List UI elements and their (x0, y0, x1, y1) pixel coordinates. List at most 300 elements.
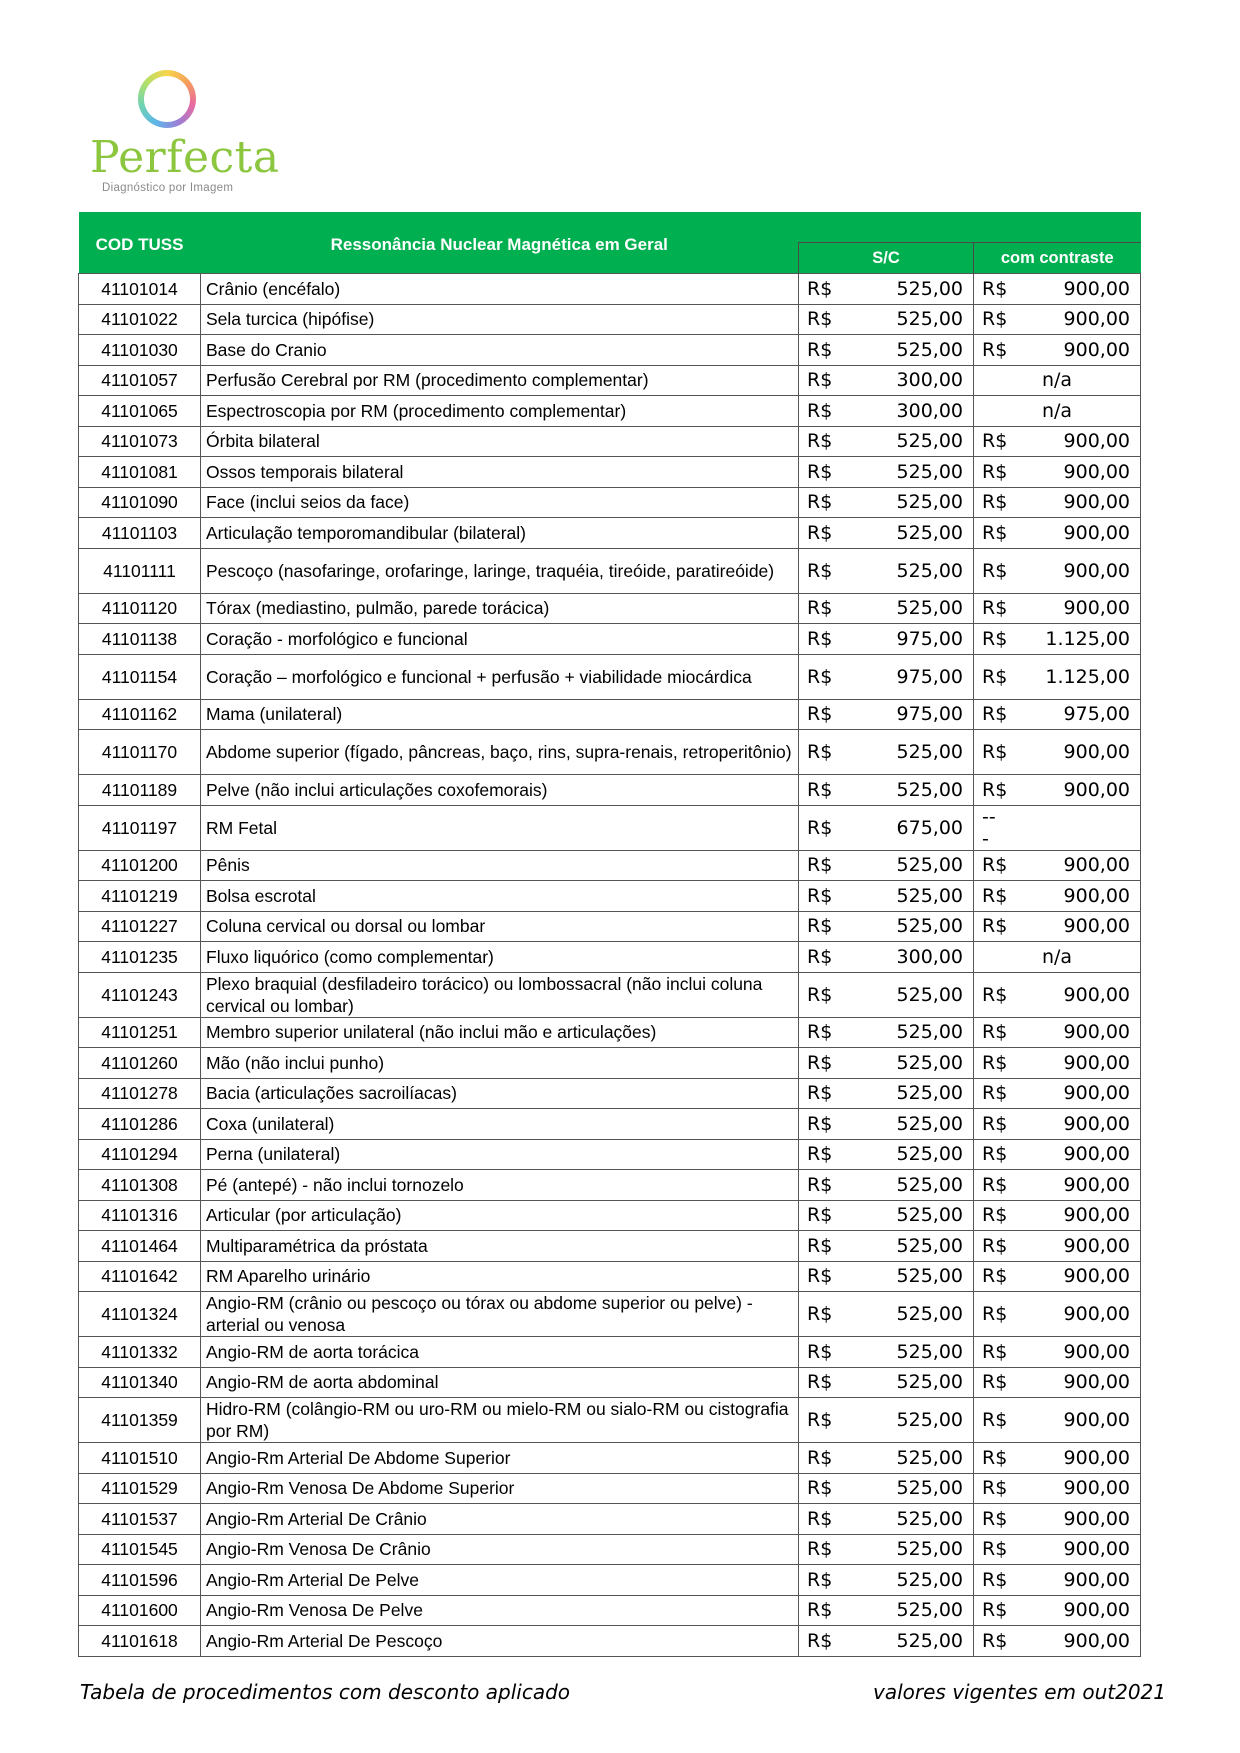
cell-code: 41101332 (79, 1337, 201, 1368)
table-row (79, 805, 1141, 850)
cell-sc-currency: R$ (799, 624, 829, 655)
cell-code: 41101278 (79, 1078, 201, 1109)
table-row (79, 426, 1141, 457)
cell-description: Articular (por articulação) (201, 1200, 799, 1231)
cell-sc-currency: R$ (799, 775, 829, 806)
cell-contrast-currency: R$ (974, 1048, 1004, 1079)
cell-contrast-value: 900,00 (1004, 1078, 1141, 1109)
cell-sc-value: 525,00 (829, 518, 974, 549)
cell-sc-value: 300,00 (829, 942, 974, 973)
table-row (79, 624, 1141, 655)
cell-sc-value: 525,00 (829, 730, 974, 775)
table-row (79, 457, 1141, 488)
cell-sc-value: 525,00 (829, 850, 974, 881)
table-row (79, 1595, 1141, 1626)
cell-contrast-value: 900,00 (1004, 1231, 1141, 1262)
cell-sc-currency: R$ (799, 396, 829, 427)
cell-sc-currency: R$ (799, 1170, 829, 1201)
cell-contrast-value: 900,00 (1004, 775, 1141, 806)
cell-sc-currency: R$ (799, 1231, 829, 1262)
cell-sc-currency: R$ (799, 1565, 829, 1596)
cell-contrast-currency: R$ (974, 730, 1004, 775)
cell-contrast-value: 900,00 (1004, 1200, 1141, 1231)
cell-contrast-value: 900,00 (1004, 1626, 1141, 1657)
table-row (79, 274, 1141, 305)
table-row (79, 1048, 1141, 1079)
cell-sc-value: 525,00 (829, 1473, 974, 1504)
cell-description: Angio-Rm Arterial De Pelve (201, 1565, 799, 1596)
cell-description: Coxa (unilateral) (201, 1109, 799, 1140)
cell-contrast-value: 900,00 (1004, 1595, 1141, 1626)
cell-description: Abdome superior (fígado, pâncreas, baço, rins, supra-renais, retroperitônio) (201, 730, 799, 775)
cell-sc-currency: R$ (799, 457, 829, 488)
cell-code: 41101545 (79, 1534, 201, 1565)
cell-contrast-currency: R$ (974, 1337, 1004, 1368)
table-row (79, 593, 1141, 624)
cell-sc-currency: R$ (799, 1595, 829, 1626)
cell-description: Plexo braquial (desfiladeiro torácico) ou lombossacral (não inclui coluna cervical ou lombar) (201, 972, 799, 1017)
cell-description: Espectroscopia por RM (procedimento complementar) (201, 396, 799, 427)
cell-contrast-value: 900,00 (1004, 487, 1141, 518)
logo-name: Perfecta (90, 132, 280, 183)
cell-sc-value: 525,00 (829, 1504, 974, 1535)
cell-contrast-currency: R$ (974, 1139, 1004, 1170)
cell-sc-value: 525,00 (829, 304, 974, 335)
cell-code: 41101286 (79, 1109, 201, 1140)
cell-contrast-value: 900,00 (1004, 457, 1141, 488)
cell-code: 41101120 (79, 593, 201, 624)
table-row (79, 1473, 1141, 1504)
cell-contrast-currency: R$ (974, 1231, 1004, 1262)
header-spacer (799, 212, 1141, 243)
cell-contrast-value: 900,00 (1004, 1504, 1141, 1535)
cell-code: 41101162 (79, 699, 201, 730)
cell-code: 41101340 (79, 1367, 201, 1398)
table-row (79, 911, 1141, 942)
cell-code: 41101219 (79, 881, 201, 912)
cell-contrast-currency: R$ (974, 1595, 1004, 1626)
cell-contrast-value: 900,00 (1004, 518, 1141, 549)
cell-sc-value: 525,00 (829, 1534, 974, 1565)
cell-contrast-value: 900,00 (1004, 1292, 1141, 1337)
price-table (78, 212, 1141, 1657)
cell-contrast-value: 900,00 (1004, 972, 1141, 1017)
cell-description: Angio-Rm Arterial De Crânio (201, 1504, 799, 1535)
table-row (79, 1078, 1141, 1109)
table-row (79, 365, 1141, 396)
cell-contrast-currency: R$ (974, 426, 1004, 457)
table-row (79, 396, 1141, 427)
cell-code: 41101200 (79, 850, 201, 881)
cell-code: 41101057 (79, 365, 201, 396)
cell-sc-currency: R$ (799, 1200, 829, 1231)
cell-contrast-currency: R$ (974, 911, 1004, 942)
cell-contrast-currency: R$ (974, 1367, 1004, 1398)
cell-sc-currency: R$ (799, 1443, 829, 1474)
cell-contrast-value: 900,00 (1004, 1473, 1141, 1504)
cell-code: 41101359 (79, 1398, 201, 1443)
cell-sc-currency: R$ (799, 365, 829, 396)
cell-contrast-currency: R$ (974, 304, 1004, 335)
cell-description: Crânio (encéfalo) (201, 274, 799, 305)
header-cod-tuss: COD TUSS (79, 212, 201, 274)
cell-sc-currency: R$ (799, 1398, 829, 1443)
cell-contrast-currency: R$ (974, 1565, 1004, 1596)
cell-sc-value: 675,00 (829, 805, 974, 850)
footer-note: Tabela de procedimentos com desconto aplicado (80, 1680, 571, 1704)
cell-sc-currency: R$ (799, 1109, 829, 1140)
cell-description: Pescoço (nasofaringe, orofaringe, laringe, traquéia, tireóide, paratireóide) (201, 548, 799, 593)
cell-contrast-currency: R$ (974, 881, 1004, 912)
cell-description: Bacia (articulações sacroilíacas) (201, 1078, 799, 1109)
cell-code: 41101243 (79, 972, 201, 1017)
cell-sc-value: 525,00 (829, 1017, 974, 1048)
cell-sc-currency: R$ (799, 881, 829, 912)
cell-code: 41101308 (79, 1170, 201, 1201)
cell-code: 41101138 (79, 624, 201, 655)
cell-contrast-currency: R$ (974, 1261, 1004, 1292)
cell-sc-value: 975,00 (829, 699, 974, 730)
cell-description: Pelve (não inclui articulações coxofemorais) (201, 775, 799, 806)
table-row (79, 1139, 1141, 1170)
cell-sc-currency: R$ (799, 1139, 829, 1170)
cell-contrast-value: 1.125,00 (1004, 654, 1141, 699)
cell-sc-currency: R$ (799, 1534, 829, 1565)
cell-sc-currency: R$ (799, 335, 829, 366)
table-row (79, 304, 1141, 335)
cell-contrast-currency: R$ (974, 1292, 1004, 1337)
table-row (79, 699, 1141, 730)
cell-sc-currency: R$ (799, 911, 829, 942)
cell-sc-value: 525,00 (829, 1367, 974, 1398)
cell-description: Angio-Rm Venosa De Crânio (201, 1534, 799, 1565)
cell-sc-currency: R$ (799, 274, 829, 305)
cell-sc-value: 525,00 (829, 911, 974, 942)
cell-code: 41101618 (79, 1626, 201, 1657)
cell-contrast-value: 900,00 (1004, 850, 1141, 881)
cell-description: RM Aparelho urinário (201, 1261, 799, 1292)
cell-description: Perfusão Cerebral por RM (procedimento complementar) (201, 365, 799, 396)
table-row (79, 654, 1141, 699)
cell-contrast-value (1004, 805, 1141, 850)
cell-description: Angio-Rm Venosa De Pelve (201, 1595, 799, 1626)
cell-code: 41101170 (79, 730, 201, 775)
cell-contrast-currency: R$ (974, 775, 1004, 806)
cell-contrast-value: 900,00 (1004, 1017, 1141, 1048)
perfecta-logo (90, 70, 280, 200)
cell-code: 41101014 (79, 274, 201, 305)
cell-sc-value: 525,00 (829, 593, 974, 624)
cell-code: 41101189 (79, 775, 201, 806)
cell-sc-currency: R$ (799, 1473, 829, 1504)
cell-sc-currency: R$ (799, 730, 829, 775)
cell-description: Hidro-RM (colângio-RM ou uro-RM ou mielo-RM ou sialo-RM ou cistografia por RM) (201, 1398, 799, 1443)
cell-description: Angio-Rm Arterial De Abdome Superior (201, 1443, 799, 1474)
cell-description: Multiparamétrica da próstata (201, 1231, 799, 1262)
cell-code: 41101464 (79, 1231, 201, 1262)
cell-sc-value: 525,00 (829, 1048, 974, 1079)
cell-description: Face (inclui seios da face) (201, 487, 799, 518)
cell-sc-currency: R$ (799, 972, 829, 1017)
cell-code: 41101537 (79, 1504, 201, 1535)
cell-contrast-currency: R$ (974, 548, 1004, 593)
cell-code: 41101073 (79, 426, 201, 457)
cell-code: 41101600 (79, 1595, 201, 1626)
cell-sc-currency: R$ (799, 1504, 829, 1535)
cell-description: Sela turcica (hipófise) (201, 304, 799, 335)
cell-contrast-value: 900,00 (1004, 335, 1141, 366)
cell-contrast-currency: R$ (974, 593, 1004, 624)
cell-code: 41101251 (79, 1017, 201, 1048)
table-row (79, 942, 1141, 973)
cell-sc-currency: R$ (799, 593, 829, 624)
cell-sc-value: 525,00 (829, 426, 974, 457)
cell-sc-value: 525,00 (829, 1292, 974, 1337)
cell-code: 41101316 (79, 1200, 201, 1231)
table-row (79, 548, 1141, 593)
cell-code: 41101103 (79, 518, 201, 549)
cell-contrast-value: 900,00 (1004, 1398, 1141, 1443)
cell-contrast-currency: R$ (974, 1200, 1004, 1231)
cell-contrast-currency: R$ (974, 1078, 1004, 1109)
cell-sc-value: 525,00 (829, 972, 974, 1017)
logo-tagline: Diagnóstico por Imagem (102, 182, 234, 194)
cell-sc-currency: R$ (799, 518, 829, 549)
cell-contrast-currency: R$ (974, 1504, 1004, 1535)
cell-sc-value: 525,00 (829, 1398, 974, 1443)
cell-contrast-value: 900,00 (1004, 1565, 1141, 1596)
cell-code: 41101642 (79, 1261, 201, 1292)
cell-sc-currency: R$ (799, 548, 829, 593)
cell-description: Bolsa escrotal (201, 881, 799, 912)
cell-sc-value: 525,00 (829, 274, 974, 305)
cell-sc-currency: R$ (799, 1017, 829, 1048)
logo-ring-icon (138, 70, 196, 128)
cell-code: 41101065 (79, 396, 201, 427)
table-body (79, 274, 1141, 1657)
cell-contrast-value: 900,00 (1004, 1048, 1141, 1079)
cell-contrast-currency: R$ (974, 654, 1004, 699)
cell-code: 41101324 (79, 1292, 201, 1337)
cell-code: 41101529 (79, 1473, 201, 1504)
cell-code: 41101260 (79, 1048, 201, 1079)
cell-description: Ossos temporais bilateral (201, 457, 799, 488)
table-row (79, 1398, 1141, 1443)
cell-sc-currency: R$ (799, 1078, 829, 1109)
cell-contrast-currency: R$ (974, 274, 1004, 305)
cell-description: Mama (unilateral) (201, 699, 799, 730)
table-row (79, 1292, 1141, 1337)
table-row (79, 1017, 1141, 1048)
cell-contrast-value: 900,00 (1004, 1139, 1141, 1170)
table-row (79, 1367, 1141, 1398)
table-row (79, 335, 1141, 366)
cell-code: 41101510 (79, 1443, 201, 1474)
cell-sc-currency: R$ (799, 1367, 829, 1398)
cell-code: 41101294 (79, 1139, 201, 1170)
cell-sc-value: 525,00 (829, 1231, 974, 1262)
cell-contrast-value: 900,00 (1004, 911, 1141, 942)
table-row (79, 1170, 1141, 1201)
cell-sc-currency: R$ (799, 942, 829, 973)
table-row (79, 1231, 1141, 1262)
cell-contrast-value: 900,00 (1004, 881, 1141, 912)
cell-sc-value: 975,00 (829, 654, 974, 699)
table-row (79, 1200, 1141, 1231)
cell-description: Pênis (201, 850, 799, 881)
cell-description: Coração – morfológico e funcional + perfusão + viabilidade miocárdica (201, 654, 799, 699)
cell-sc-value: 525,00 (829, 335, 974, 366)
cell-description: Fluxo liquórico (como complementar) (201, 942, 799, 973)
table-row (79, 1337, 1141, 1368)
table-row (79, 1261, 1141, 1292)
cell-contrast-currency: R$ (974, 1017, 1004, 1048)
cell-sc-value: 525,00 (829, 457, 974, 488)
cell-contrast-value: 900,00 (1004, 426, 1141, 457)
cell-contrast-value: 900,00 (1004, 1534, 1141, 1565)
cell-sc-value: 525,00 (829, 1261, 974, 1292)
cell-contrast-currency: R$ (974, 1170, 1004, 1201)
header-title: Ressonância Nuclear Magnética em Geral (201, 212, 799, 274)
cell-sc-currency: R$ (799, 487, 829, 518)
cell-contrast-currency: R$ (974, 972, 1004, 1017)
cell-contrast-currency: R$ (974, 1626, 1004, 1657)
cell-contrast-value: 1.125,00 (1004, 624, 1141, 655)
cell-sc-value: 525,00 (829, 775, 974, 806)
cell-code: 41101090 (79, 487, 201, 518)
cell-code: 41101235 (79, 942, 201, 973)
cell-sc-currency: R$ (799, 1626, 829, 1657)
table-row (79, 1109, 1141, 1140)
cell-description: Tórax (mediastino, pulmão, parede torácica) (201, 593, 799, 624)
cell-sc-value: 525,00 (829, 1443, 974, 1474)
table-row (79, 972, 1141, 1017)
cell-contrast-currency: R$ (974, 487, 1004, 518)
cell-description: Órbita bilateral (201, 426, 799, 457)
cell-contrast-value: 900,00 (1004, 548, 1141, 593)
cell-contrast-value: 900,00 (1004, 1337, 1141, 1368)
cell-description: Coração - morfológico e funcional (201, 624, 799, 655)
cell-code: 41101227 (79, 911, 201, 942)
cell-sc-currency: R$ (799, 1261, 829, 1292)
cell-contrast-currency: R$ (974, 1473, 1004, 1504)
cell-sc-value: 525,00 (829, 487, 974, 518)
cell-contrast-value: 900,00 (1004, 730, 1141, 775)
table-row (79, 518, 1141, 549)
cell-contrast-currency: R$ (974, 335, 1004, 366)
cell-contrast-value: n/a (974, 396, 1141, 427)
cell-contrast-currency: R$ (974, 457, 1004, 488)
cell-contrast-value: 900,00 (1004, 593, 1141, 624)
cell-contrast-value: 900,00 (1004, 274, 1141, 305)
cell-sc-value: 525,00 (829, 1109, 974, 1140)
cell-contrast-currency: R$ (974, 1443, 1004, 1474)
header-com-contraste: com contraste (974, 243, 1141, 274)
cell-code: 41101030 (79, 335, 201, 366)
cell-contrast-currency: R$ (974, 850, 1004, 881)
cell-sc-value: 525,00 (829, 1565, 974, 1596)
cell-contrast-value: 900,00 (1004, 1109, 1141, 1140)
header-sc: S/C (799, 243, 974, 274)
cell-contrast-currency: R$ (974, 1398, 1004, 1443)
cell-contrast-value: 900,00 (1004, 1170, 1141, 1201)
cell-sc-currency: R$ (799, 805, 829, 850)
table-row (79, 881, 1141, 912)
table-row (79, 730, 1141, 775)
cell-sc-value: 525,00 (829, 548, 974, 593)
cell-sc-currency: R$ (799, 1292, 829, 1337)
cell-sc-value: 525,00 (829, 1595, 974, 1626)
cell-sc-value: 300,00 (829, 396, 974, 427)
cell-sc-currency: R$ (799, 850, 829, 881)
cell-contrast-currency: R$ (974, 699, 1004, 730)
table-row (79, 1504, 1141, 1535)
cell-description: Angio-RM de aorta abdominal (201, 1367, 799, 1398)
cell-code: 41101081 (79, 457, 201, 488)
cell-contrast-value: 900,00 (1004, 304, 1141, 335)
cell-sc-value: 525,00 (829, 1170, 974, 1201)
table-row (79, 1443, 1141, 1474)
cell-code: 41101154 (79, 654, 201, 699)
cell-contrast-currency: R$ (974, 624, 1004, 655)
cell-sc-value: 525,00 (829, 1078, 974, 1109)
cell-code: 41101197 (79, 805, 201, 850)
cell-code: 41101022 (79, 304, 201, 335)
cell-description: Angio-Rm Arterial De Pescoço (201, 1626, 799, 1657)
cell-description: Pé (antepé) - não inclui tornozelo (201, 1170, 799, 1201)
cell-contrast-value: 900,00 (1004, 1261, 1141, 1292)
cell-sc-currency: R$ (799, 699, 829, 730)
cell-sc-value: 975,00 (829, 624, 974, 655)
table-row (79, 775, 1141, 806)
cell-sc-value: 300,00 (829, 365, 974, 396)
cell-description: Articulação temporomandibular (bilateral) (201, 518, 799, 549)
cell-contrast-value: n/a (974, 942, 1141, 973)
cell-description: Base do Cranio (201, 335, 799, 366)
cell-description: RM Fetal (201, 805, 799, 850)
cell-contrast-currency: --- (974, 805, 1004, 850)
cell-contrast-currency: R$ (974, 1109, 1004, 1140)
cell-sc-value: 525,00 (829, 1200, 974, 1231)
table-row (79, 487, 1141, 518)
cell-contrast-value: 975,00 (1004, 699, 1141, 730)
cell-description: Angio-RM de aorta torácica (201, 1337, 799, 1368)
cell-sc-value: 525,00 (829, 881, 974, 912)
footer-validity: valores vigentes em out2021 (873, 1680, 1166, 1704)
cell-description: Perna (unilateral) (201, 1139, 799, 1170)
cell-description: Angio-Rm Venosa De Abdome Superior (201, 1473, 799, 1504)
cell-sc-currency: R$ (799, 1048, 829, 1079)
cell-sc-currency: R$ (799, 426, 829, 457)
cell-contrast-currency: R$ (974, 518, 1004, 549)
cell-contrast-value: n/a (974, 365, 1141, 396)
cell-code: 41101596 (79, 1565, 201, 1596)
cell-description: Membro superior unilateral (não inclui mão e articulações) (201, 1017, 799, 1048)
table-row (79, 1565, 1141, 1596)
cell-contrast-value: 900,00 (1004, 1367, 1141, 1398)
cell-sc-currency: R$ (799, 304, 829, 335)
cell-sc-currency: R$ (799, 654, 829, 699)
cell-code: 41101111 (79, 548, 201, 593)
table-row (79, 1626, 1141, 1657)
cell-description: Angio-RM (crânio ou pescoço ou tórax ou abdome superior ou pelve) - arterial ou venosa (201, 1292, 799, 1337)
cell-sc-value: 525,00 (829, 1139, 974, 1170)
table-row (79, 850, 1141, 881)
cell-description: Mão (não inclui punho) (201, 1048, 799, 1079)
table-row (79, 1534, 1141, 1565)
cell-contrast-value: 900,00 (1004, 1443, 1141, 1474)
cell-contrast-currency: R$ (974, 1534, 1004, 1565)
